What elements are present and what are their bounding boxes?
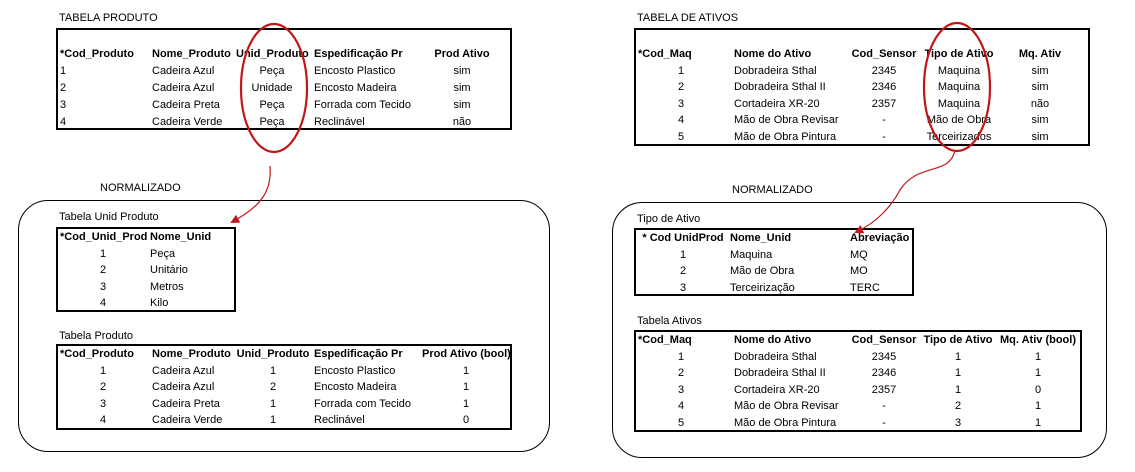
table-row: [58, 363, 510, 379]
table-cell: 1: [269, 414, 277, 426]
table-header-cell: Nome_Produto: [152, 48, 231, 60]
table-cell: Mão de Obra Revisar: [734, 114, 839, 126]
table-cell: MQ: [850, 248, 868, 261]
table-header-cell: Nome do Ativo: [734, 334, 812, 346]
table-cell: 4: [677, 400, 685, 412]
table-cell: -: [882, 114, 886, 126]
table-header-cell: * Cod UnidProd: [642, 232, 724, 244]
table-cell: Mão de Obra: [730, 265, 795, 277]
table-cell: Peça: [259, 65, 285, 77]
table-row: [58, 295, 234, 311]
table-cell: 3: [99, 280, 107, 293]
table-cell: 3: [954, 416, 962, 429]
table-cell: 3: [677, 97, 685, 110]
table-row: [636, 263, 912, 279]
table-cell: 1: [462, 381, 470, 393]
table-cell: não: [452, 116, 472, 128]
table-cell: Mão de Obra: [926, 114, 992, 126]
table-cell: Cadeira Azul: [152, 82, 215, 94]
table-cell: Mão de Obra Revisar: [734, 400, 839, 412]
table-cell: 1: [1034, 367, 1042, 379]
table-row: [58, 114, 510, 130]
table-row: [636, 398, 1080, 414]
table-cell: Unitário: [150, 264, 188, 276]
table-header-cell: Espedificação Pr: [314, 348, 403, 360]
table-cell: 5: [677, 130, 685, 143]
table-header-cell: *Cod_Produto: [60, 48, 134, 60]
table-header-cell: Prod Ativo (bool): [422, 348, 511, 360]
table-cell: Cortadeira XR-20: [734, 97, 820, 110]
table-header-cell: Nome_Unid: [150, 231, 212, 243]
table-cell: Peça: [259, 116, 285, 128]
table-cell: 2: [269, 381, 277, 393]
table-header-row: [636, 332, 1080, 348]
tabela-produto-norm-table: [56, 344, 512, 430]
table-cell: sim: [1031, 81, 1049, 93]
table-row: [58, 396, 510, 412]
tipo-de-ativo-title: Tipo de Ativo: [637, 213, 701, 225]
table-cell: Cadeira Azul: [152, 381, 215, 393]
table-header-cell: Cod_Sensor: [851, 334, 917, 346]
table-cell: Forrada com Tecido: [314, 99, 412, 111]
table-row: [636, 349, 1080, 365]
table-cell: 2: [679, 265, 687, 277]
table-cell: 2357: [871, 383, 897, 396]
table-cell: 1: [1034, 350, 1042, 363]
table-cell: 0: [1034, 383, 1042, 396]
table-header-cell: *Cod_Unid_Prod: [60, 231, 148, 243]
table-row: [636, 365, 1080, 381]
table-cell: 4: [99, 297, 107, 309]
table-cell: sim: [453, 65, 471, 77]
table-header-cell: Unid_Produto: [236, 348, 310, 360]
table-header-cell: Tipo de Ativo: [923, 334, 993, 346]
table-cell: 4: [60, 116, 67, 128]
table-cell: 2: [677, 81, 685, 93]
table-cell: Terceirizados: [926, 130, 992, 143]
table-cell: Dobradeira Sthal: [734, 350, 817, 363]
table-cell: 3: [677, 383, 685, 396]
table-cell: -: [882, 400, 886, 412]
table-cell: Metros: [150, 280, 184, 293]
table-cell: 2: [99, 381, 107, 393]
table-cell: Dobradeira Sthal II: [734, 367, 826, 379]
table-cell: 1: [269, 364, 277, 377]
table-cell: Encosto Madeira: [314, 82, 397, 94]
table-cell: 2: [954, 400, 962, 412]
tabela-unid-produto-title: Tabela Unid Produto: [59, 211, 159, 223]
table-cell: Cadeira Azul: [152, 364, 215, 377]
table-row: [636, 63, 1088, 79]
tabela-produto-title: TABELA PRODUTO: [59, 12, 158, 24]
table-header-row: [58, 346, 510, 362]
table-header-row: [636, 230, 912, 246]
table-cell: Cadeira Verde: [152, 414, 223, 426]
table-cell: 5: [677, 416, 685, 429]
table-row: [636, 96, 1088, 112]
table-cell: Kilo: [150, 297, 169, 309]
table-cell: Mão de Obra Pintura: [734, 130, 837, 143]
table-cell: -: [882, 416, 886, 429]
table-cell: Maquina: [937, 64, 981, 77]
table-cell: Peça: [150, 247, 176, 260]
table-cell: Peça: [259, 99, 285, 111]
table-cell: 1: [954, 350, 962, 363]
table-cell: Dobradeira Sthal II: [734, 81, 826, 93]
table-cell: Reclinável: [314, 414, 365, 426]
table-row: [58, 279, 234, 295]
table-cell: Encosto Plastico: [314, 65, 396, 77]
table-cell: 2346: [871, 81, 897, 93]
tabela-ativos-norm-table: [634, 330, 1082, 432]
table-cell: 0: [462, 414, 470, 426]
tabela-ativos-table: [634, 28, 1090, 146]
table-cell: Maquina: [937, 97, 981, 110]
table-header-cell: *Cod_Maq: [638, 334, 692, 346]
table-cell: Maquina: [730, 248, 773, 261]
table-cell: 4: [677, 114, 685, 126]
table-cell: 1: [462, 397, 470, 410]
tabela-produto-norm-title: Tabela Produto: [59, 330, 133, 342]
table-row: [58, 246, 234, 262]
table-row: [58, 262, 234, 278]
table-header-cell: Tipo de Ativo: [924, 48, 994, 60]
tabela-ativos-norm-title: Tabela Ativos: [637, 315, 702, 327]
table-cell: MO: [850, 265, 868, 277]
table-header-cell: Nome_Unid: [730, 232, 792, 244]
table-cell: 2: [60, 82, 67, 94]
normalizado-label-left: NORMALIZADO: [100, 182, 181, 194]
table-cell: 1: [99, 364, 107, 377]
table-cell: 1: [954, 383, 962, 396]
table-header-row: [58, 229, 234, 245]
table-cell: 1: [677, 350, 685, 363]
table-cell: Dobradeira Sthal: [734, 64, 817, 77]
table-cell: Reclinável: [314, 116, 365, 128]
table-cell: 1: [677, 64, 685, 77]
tabela-unid-produto-table: [56, 227, 236, 312]
table-cell: 1: [462, 364, 470, 377]
table-cell: Mão de Obra Pintura: [734, 416, 837, 429]
normalizado-label-right: NORMALIZADO: [732, 184, 813, 196]
table-cell: Cortadeira XR-20: [734, 383, 820, 396]
table-cell: 2: [677, 367, 685, 379]
table-header-cell: Prod Ativo: [434, 48, 490, 60]
tabela-ativos-title: TABELA DE ATIVOS: [637, 12, 739, 24]
table-cell: 2345: [871, 350, 897, 363]
table-cell: 4: [99, 414, 107, 426]
table-cell: sim: [1031, 64, 1049, 77]
table-row: [58, 63, 510, 79]
table-cell: Unidade: [251, 82, 293, 94]
table-cell: 1: [99, 247, 107, 260]
table-cell: Maquina: [937, 81, 981, 93]
table-row: [636, 247, 912, 263]
table-cell: sim: [453, 82, 471, 94]
table-cell: -: [882, 130, 886, 143]
table-row: [636, 382, 1080, 398]
table-cell: 3: [679, 281, 687, 294]
table-header-cell: Espedificação Pr: [314, 48, 403, 60]
table-cell: 1: [269, 397, 277, 410]
table-row: [58, 412, 510, 428]
table-row: [636, 79, 1088, 95]
table-cell: Cadeira Preta: [152, 99, 220, 111]
table-cell: 1: [954, 367, 962, 379]
table-cell: TERC: [850, 281, 880, 294]
table-cell: Cadeira Preta: [152, 397, 220, 410]
table-cell: sim: [1031, 114, 1049, 126]
table-header-cell: Cod_Sensor: [851, 48, 917, 60]
table-row: [58, 379, 510, 395]
table-cell: sim: [1031, 130, 1049, 143]
table-cell: 1: [1034, 400, 1042, 412]
table-cell: Forrada com Tecido: [314, 397, 412, 410]
table-row: [636, 280, 912, 296]
table-cell: 3: [60, 99, 67, 111]
table-cell: Cadeira Verde: [152, 116, 223, 128]
table-cell: 2357: [871, 97, 897, 110]
table-row: [58, 80, 510, 96]
table-header-cell: Mq. Ativ: [1018, 48, 1062, 60]
table-header-cell: Nome_Produto: [152, 348, 231, 360]
table-header-cell: Abreviação: [850, 232, 910, 244]
table-cell: Encosto Madeira: [314, 381, 397, 393]
table-row: [636, 112, 1088, 128]
table-cell: 2345: [871, 64, 897, 77]
table-header-cell: *Cod_Produto: [60, 348, 134, 360]
table-header-row: [636, 46, 1088, 62]
table-cell: 1: [1034, 416, 1042, 429]
table-cell: Cadeira Azul: [152, 65, 215, 77]
tabela-produto-table: [56, 28, 512, 130]
tipo-de-ativo-table: [634, 228, 914, 296]
table-header-cell: *Cod_Maq: [638, 48, 692, 60]
table-header-row: [58, 46, 510, 62]
table-cell: sim: [453, 99, 471, 111]
table-header-cell: Mq. Ativ (bool): [1000, 334, 1076, 346]
table-cell: 2346: [871, 367, 897, 379]
table-row: [636, 415, 1080, 431]
table-row: [636, 129, 1088, 145]
table-cell: Encosto Plastico: [314, 364, 396, 377]
table-header-cell: Nome do Ativo: [734, 48, 812, 60]
table-cell: 1: [679, 248, 687, 261]
table-row: [58, 97, 510, 113]
table-cell: 1: [60, 65, 67, 77]
table-cell: Terceirização: [730, 281, 795, 294]
table-header-cell: Unid_Produto: [236, 48, 309, 60]
table-cell: 2: [99, 264, 107, 276]
table-cell: 3: [99, 397, 107, 410]
table-cell: não: [1030, 97, 1050, 110]
